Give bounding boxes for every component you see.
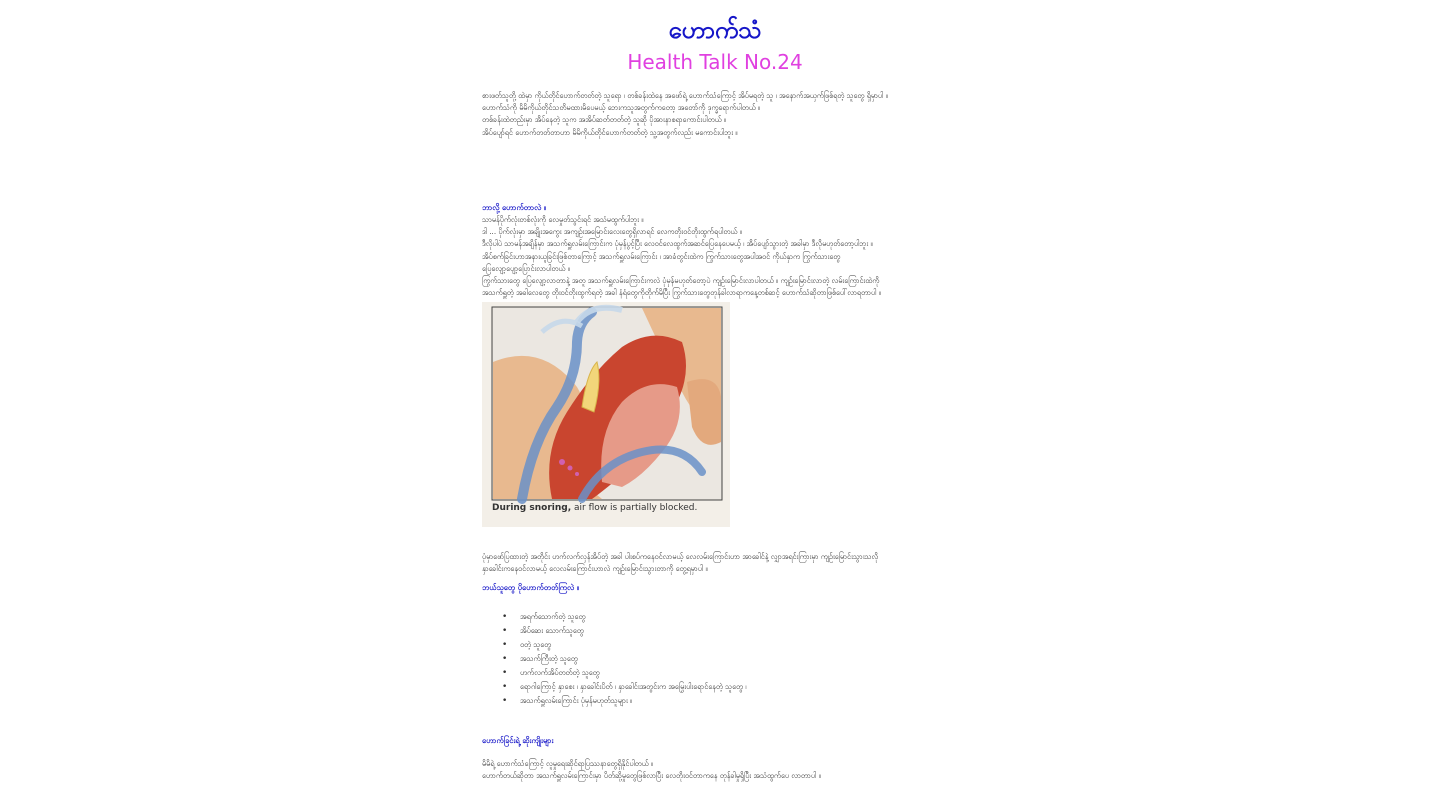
harms-paragraph — [482, 758, 947, 782]
list-item: • အရက်သောက်တဲ့ သူတွေ — [502, 612, 586, 622]
list-item: • ဝတဲ့ သူတွေ — [502, 640, 552, 650]
list-item: • ရောဂါကြောင့် နှာစေး ၊ နှာခေါင်းပိတ် ၊ နှာခေါင်းအတွင်းက အမြှေးပါးရောင်နေတဲ့ သူတွေ ၊ — [502, 682, 747, 692]
list-item: • အိပ်ဆေး သောက်သူတွေ — [502, 626, 584, 636]
paragraph-line: ပုံမှာဖော်ပြထားတဲ့ အတိုင်း ဟက်လက်လှန်အိပ်တဲ့ အခါ ပါးစပ်ကနေဝင်လာမယ့် လေလမ်းကြောင်းဟာ အာခေါင်နဲ့ လျှာအရင်းကြားမှာ ကျဉ်းမြောင်းသွားသလို — [482, 552, 879, 561]
paragraph-line: သာမန်ပိုက်လုံးတစ်လုံးကို လေမှုတ်သွင်းရင် အသံမထွက်ပါဘူး ။ — [482, 215, 644, 224]
paragraph-line: ဟောက်တယ်ဆိုတာ အသက်ရှူလမ်းကြောင်းမှာ ပိတ်ဆို့မှုတွေဖြစ်လာပြီး လေတိုးဝင်တာကနေ တုန်ခါမှုရှိပြီး အသံထွက်ပေ လာတာပါ ။ — [482, 771, 821, 781]
paragraph-line: မိမိရဲ့ ဟောက်သံကြောင့် လူမှုရေးဆိုင်ရာပြဿနာတွေရှိနိုင်ပါတယ် ။ — [482, 759, 654, 768]
paragraph-line: နှာခေါင်းကနေဝင်လာမယ့် လေလမ်းကြောင်းဟာလဲ ကျဉ်းမြောင်းသွားတာကို တွေ့ရမှာပါ ။ — [482, 564, 708, 574]
intro-line: အိပ်ပျော်ရင် ဟောက်တတ်တာဟာ မိမိကိုယ်တိုင်ဟောက်တတ်တဲ့ သူ့အတွက်လည်း မကောင်းပါဘူး ။ — [482, 127, 738, 137]
section-heading-harms: ဟောက်ခြင်းရဲ့ ဆိုးကျိုးများ — [482, 736, 554, 745]
list-item: • အသက်ကြီးတဲ့ သူတွေ — [502, 654, 578, 664]
intro-line: ဟောက်သံကို မိမိကိုယ်တိုင်သတိမထားမိပေမယ့် ဘေးကသူအတွက်ကတော့ အတော်ကို ဒုက္ခရောက်ပါတယ် ။ — [482, 103, 761, 113]
airway-diagram — [482, 302, 730, 527]
who-snores-list — [502, 610, 746, 708]
paragraph-line: ပြေလျော့ပျော့ပြောင်းလာပါတယ် ။ — [482, 263, 570, 273]
list-item: • အသက်ရှူလမ်းကြောင်း ပုံမှန်မဟုတ်သူများ ။ — [502, 696, 633, 706]
intro-paragraph — [482, 90, 947, 139]
intro-line: တစ်ခန်းထဲတည်းမှာ အိပ်နေတဲ့ သူက အအိပ်ဆတ်တတ်တဲ့ သူဆို ပိုအားနာစရာကောင်းပါတယ် ။ — [482, 115, 727, 125]
list-item: • ဟက်လက်အိပ်တတ်တဲ့ သူတွေ — [502, 668, 600, 678]
caption-bold: During snoring, — [492, 503, 572, 513]
section-heading-why: ဘာလို့ ဟောက်တာလဲ ။ — [482, 203, 547, 212]
figure-caption — [492, 503, 697, 513]
why-paragraph — [482, 214, 947, 299]
paragraph-line: အသက်ရှူတဲ့ အခါလေတွေ တိုးဝင်တိုးထွက်ရတဲ့ အခါ နံရံတွေကိုတိုက်မိပြီး ကြွက်သားတွေတုန်ခါလာရာကနေ့တစ်ဆင့် ဟောက်သံဆိုတာဖြစ်ပေါ်လာရတာပါ ။ — [482, 288, 881, 298]
page-subtitle: Health Talk No.24 — [627, 50, 803, 74]
paragraph-line: ဒီလိုပါပဲ သာမန်အချိန်မှာ အသက်ရှူလမ်းကြောင်းက ပုံမှန်ပွင့်ပြီး လေဝင်လေထွက်အဆင်ပြေနေပေမယ့် ၊ အိပ်ပျော်သွားတဲ့ အခါမှာ ဒီလိုမဟုတ်တော့ပါဘူး ။ — [482, 239, 873, 249]
figure-explanation — [482, 551, 947, 575]
paragraph-line: ဒါ ... ပိုက်လုံးမှာ အချိုးအကွေး အကျဉ်းအမြောင်းလေးတွေရှိလာရင် လေကတိုးဝင်တိုးထွက်ရပါတယ် ။ — [482, 227, 742, 237]
caption-text: air flow is partially blocked. — [571, 503, 698, 513]
snoring-illustration — [482, 302, 730, 527]
paragraph-line: ကြွက်သားတွေ ပြေလျော့လာတာနဲ့ အတူ အသက်ရှူလမ်းကြောင်းကလဲ ပုံမှန်မဟုတ်တော့ပဲ ကျဉ်းမြောင်းလာပါတယ် ။ ကျဉ်းမြောင်းလာတဲ့ လမ်းကြောင်းထဲကို — [482, 276, 880, 286]
paragraph-line: အိပ်စက်ခြင်းဟာအနားယူခြင်းဖြစ်တာကြောင့် အသက်ရှူလမ်းကြောင်း ၊ အာခံတွင်းထဲက ကြွက်သားတွေအပါအဝင် ကိုယ်နှာက ကြွက်သားတွေ — [482, 251, 841, 261]
page-title: ဟောက်သံ — [668, 16, 762, 44]
section-heading-who: ဘယ်သူတွေ ပိုဟောက်တတ်ကြလဲ ။ — [482, 583, 579, 592]
intro-line: စားဖတ်သူတို့ ထဲမှာ ကိုယ်တိုင်ဟောက်တတ်တဲ့ သူရော ၊ တစ်ခန်းထဲနေ အဖော်ရဲ့ ဟောက်သံကြောင့် အိပ်မရတဲ့ သူ ၊ အနောက်အယှက်ဖြစ်ရတဲ့ သူတွေ ရှိမှာပါ ။ — [482, 91, 888, 100]
